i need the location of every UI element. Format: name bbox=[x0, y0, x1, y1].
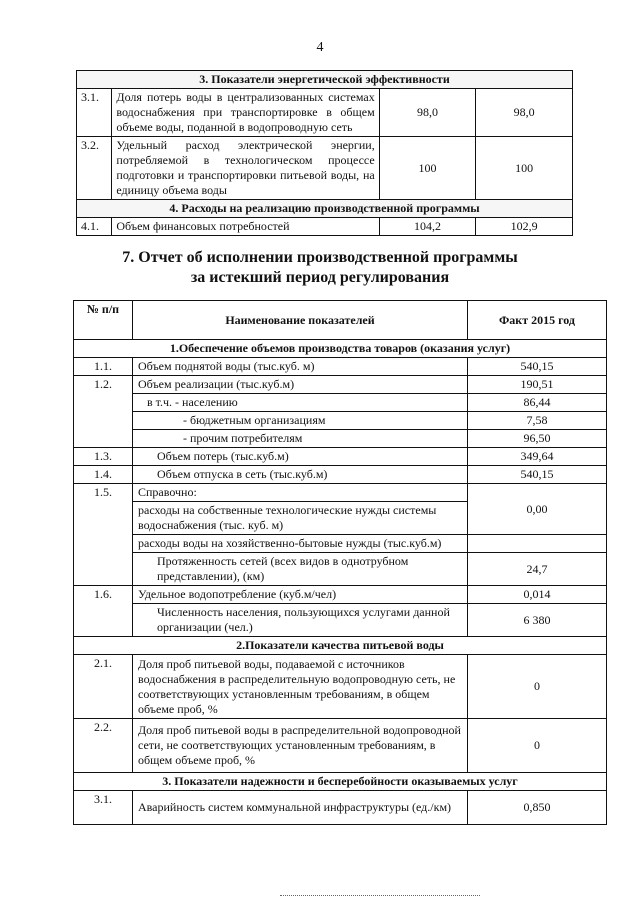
row-name: Удельный расход электрической энергии, потребляемой в технологическом процессе подготовки и транспортировки питьевой воды, на единицу объема воды bbox=[112, 137, 379, 200]
table-row bbox=[74, 466, 607, 484]
section-title: 3. Показатели энергетической эффективности bbox=[77, 71, 573, 89]
row-fact: 540,15 bbox=[468, 466, 607, 484]
table-row bbox=[74, 719, 607, 773]
table-row bbox=[77, 218, 573, 236]
production-report-table bbox=[73, 300, 607, 825]
row-number: 1.1. bbox=[74, 358, 133, 376]
header-name: Наименование показателей bbox=[133, 301, 468, 340]
row-name: Объем финансовых потребностей bbox=[112, 218, 379, 236]
row-name: - бюджетным организациям bbox=[133, 412, 468, 430]
row-value-2: 98,0 bbox=[476, 89, 573, 137]
row-number: 1.3. bbox=[74, 448, 133, 466]
table-row bbox=[74, 376, 607, 394]
table-row bbox=[74, 655, 607, 719]
table-row bbox=[74, 484, 607, 502]
row-value-1: 98,0 bbox=[379, 89, 476, 137]
row-number: 2.2. bbox=[74, 719, 133, 773]
page-number: 4 bbox=[316, 40, 324, 55]
row-name: Удельное водопотребление (куб.м/чел) bbox=[133, 586, 468, 604]
row-name: расходы воды на хозяйственно-бытовые нужды (тыс.куб.м) bbox=[133, 535, 468, 553]
row-fact: 0,00 bbox=[468, 484, 607, 535]
table-row bbox=[74, 586, 607, 604]
row-fact-empty bbox=[468, 535, 607, 553]
row-fact: 0 bbox=[468, 719, 607, 773]
row-name: Протяженность сетей (всех видов в однотрубном представлении), (км) bbox=[133, 553, 468, 586]
row-fact: 349,64 bbox=[468, 448, 607, 466]
table-row bbox=[77, 89, 573, 137]
row-fact: 86,44 bbox=[468, 394, 607, 412]
section-heading bbox=[0, 248, 640, 288]
section-title: 3. Показатели надежности и бесперебойности оказываемых услуг bbox=[74, 773, 607, 791]
row-name: Доля потерь воды в централизованных системах водоснабжения при транспортировке в общем объеме воды, поданной в водопроводную сеть bbox=[112, 89, 379, 137]
row-fact: 7,58 bbox=[468, 412, 607, 430]
row-value-1: 100 bbox=[379, 137, 476, 200]
row-number: 3.1. bbox=[77, 89, 112, 137]
table-section-row bbox=[77, 71, 573, 89]
row-name: Объем реализации (тыс.куб.м) bbox=[133, 376, 468, 394]
row-number: 2.1. bbox=[74, 655, 133, 719]
row-number: 1.6. bbox=[74, 586, 133, 637]
row-fact: 540,15 bbox=[468, 358, 607, 376]
table-row bbox=[77, 137, 573, 200]
row-fact: 96,50 bbox=[468, 430, 607, 448]
row-fact: 24,7 bbox=[468, 553, 607, 586]
row-name: Аварийность систем коммунальной инфраструктуры (ед./км) bbox=[133, 791, 468, 825]
table-section-row bbox=[77, 200, 573, 218]
row-fact: 0,850 bbox=[468, 791, 607, 825]
table-row bbox=[74, 358, 607, 376]
table-section-row bbox=[74, 637, 607, 655]
row-fact: 6 380 bbox=[468, 604, 607, 637]
header-num: № п/п bbox=[74, 301, 133, 340]
table-section-row bbox=[74, 773, 607, 791]
section-title: 4. Расходы на реализацию производственной программы bbox=[77, 200, 573, 218]
row-number: 1.2. bbox=[74, 376, 133, 448]
row-name: Доля проб питьевой воды в распределительной водопроводной сети, не соответствующих установленным требованиям, в общем объеме проб, % bbox=[133, 719, 468, 773]
heading-line-2: за истекший период регулирования bbox=[190, 269, 450, 286]
row-fact: 0 bbox=[468, 655, 607, 719]
row-number: 1.5. bbox=[74, 484, 133, 586]
row-name: расходы на собственные технологические нужды системы водоснабжения (тыс. куб. м) bbox=[133, 502, 468, 535]
table-section-row bbox=[74, 340, 607, 358]
table-header-row bbox=[74, 301, 607, 340]
section-title: 2.Показатели качества питьевой воды bbox=[74, 637, 607, 655]
footer-mark bbox=[280, 895, 480, 898]
row-number: 3.2. bbox=[77, 137, 112, 200]
energy-efficiency-table bbox=[76, 70, 573, 236]
table-row bbox=[74, 412, 607, 430]
table-row bbox=[74, 535, 607, 553]
table-row bbox=[74, 394, 607, 412]
row-name: в т.ч. - населению bbox=[133, 394, 468, 412]
row-name: Численность населения, пользующихся услугами данной организации (чел.) bbox=[133, 604, 468, 637]
row-value-2: 100 bbox=[476, 137, 573, 200]
row-name: - прочим потребителям bbox=[133, 430, 468, 448]
row-name: Справочно: bbox=[133, 484, 468, 502]
row-number: 1.4. bbox=[74, 466, 133, 484]
row-fact: 0,014 bbox=[468, 586, 607, 604]
row-number: 4.1. bbox=[77, 218, 112, 236]
row-name: Объем поднятой воды (тыс.куб. м) bbox=[133, 358, 468, 376]
section-title: 1.Обеспечение объемов производства товаров (оказания услуг) bbox=[74, 340, 607, 358]
row-number: 3.1. bbox=[74, 791, 133, 825]
table-row bbox=[74, 604, 607, 637]
heading-line-1: 7. Отчет об исполнении производственной программы bbox=[122, 249, 518, 266]
table-row bbox=[74, 430, 607, 448]
row-fact: 190,51 bbox=[468, 376, 607, 394]
table-row bbox=[74, 553, 607, 586]
row-value-1: 104,2 bbox=[379, 218, 476, 236]
row-name: Доля проб питьевой воды, подаваемой с источников водоснабжения в распределительную водопроводную сеть, не соответствующих установленным требованиям, в общем объеме проб, % bbox=[133, 655, 468, 719]
table-row bbox=[74, 448, 607, 466]
row-value-2: 102,9 bbox=[476, 218, 573, 236]
table-row bbox=[74, 791, 607, 825]
row-name: Объем потерь (тыс.куб.м) bbox=[133, 448, 468, 466]
header-fact: Факт 2015 год bbox=[468, 301, 607, 340]
row-name: Объем отпуска в сеть (тыс.куб.м) bbox=[133, 466, 468, 484]
